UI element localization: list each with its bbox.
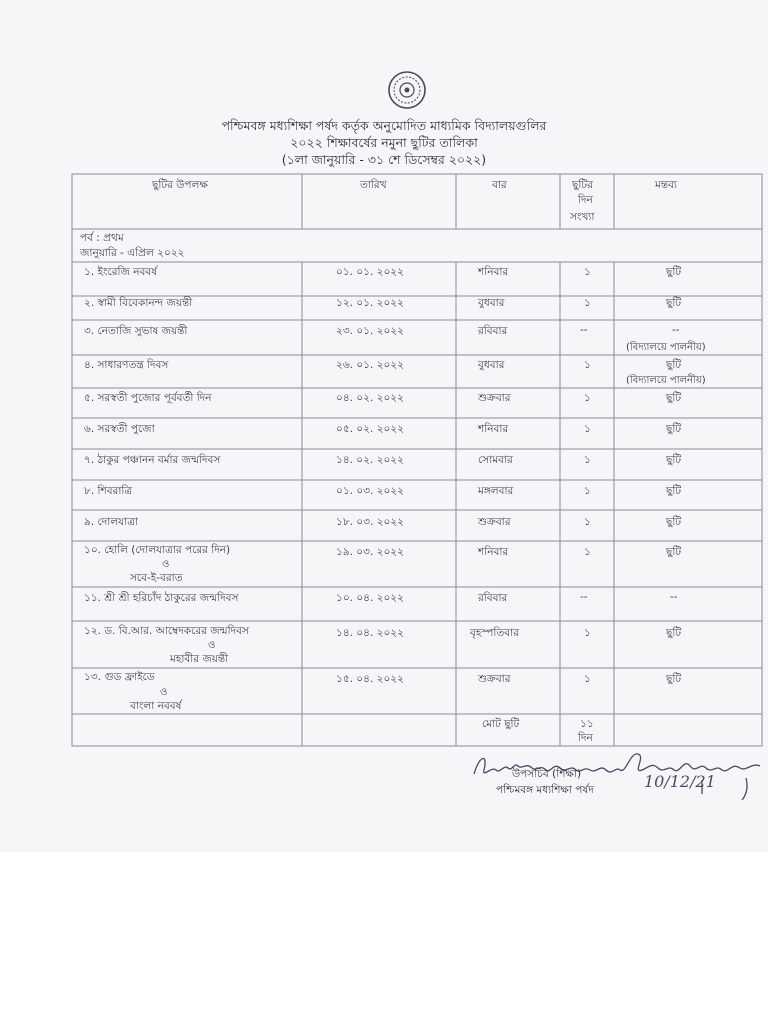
- col-header-occasion: ছুটির উপলক্ষ: [152, 179, 208, 191]
- total-value: ১১: [580, 718, 594, 730]
- table-row-occasion: ২. স্বামী বিবেকানন্দ জয়ন্তী: [84, 297, 193, 309]
- table-row-remark: ছুটি: [666, 546, 682, 558]
- table-row-remark: ছুটি: [666, 297, 682, 309]
- table-row-occasion-line2: সবে-ই-বরাত: [130, 572, 183, 584]
- table-row-day: রবিবার: [478, 592, 508, 604]
- section-phase: পর্ব : প্রথম: [80, 232, 124, 244]
- table-row-date: ১২. ০১. ২০২২: [336, 297, 404, 309]
- table-row-date: ০১. ০১. ২০২২: [336, 266, 404, 278]
- table-row-remark: ছুটি: [666, 423, 682, 435]
- total-unit: দিন: [578, 732, 593, 744]
- col-header-date: তারিখ: [360, 179, 387, 191]
- table-row-remark: ছুটি: [666, 454, 682, 466]
- table-row-remark: --: [672, 324, 680, 336]
- table-row-count: ১: [584, 266, 591, 278]
- table-row-date: ১৪. ০৪. ২০২২: [336, 627, 404, 639]
- table-row-occasion-line2: বাংলা নববর্ষ: [130, 700, 182, 712]
- table-row-occasion: ৯. দোলযাত্রা: [84, 516, 138, 528]
- table-row-day: বৃহস্পতিবার: [470, 627, 519, 639]
- table-row-day: শুক্রবার: [478, 673, 511, 685]
- table-row-day: বুধবার: [478, 359, 505, 371]
- table-row-day: রবিবার: [478, 325, 508, 337]
- table-row-remark: ছুটি: [666, 392, 682, 404]
- table-row-occasion-and: ও: [160, 687, 168, 698]
- col-header-days-line2: দিন: [578, 194, 593, 206]
- table-row-count: ১: [584, 423, 591, 435]
- table-row-occasion: ৬. সরস্বতী পুজো: [84, 423, 155, 435]
- col-header-day: বার: [492, 179, 507, 191]
- signatory-title: উপসচিব (শিক্ষা): [512, 768, 582, 780]
- table-row-count: ১: [584, 485, 591, 497]
- table-row-count: ১: [584, 454, 591, 466]
- table-row-day: শনিবার: [478, 423, 509, 435]
- table-row-count: ১: [584, 516, 591, 528]
- table-row-date: ১৯. ০৩. ২০২২: [336, 546, 404, 558]
- table-row-count: ১: [584, 546, 591, 558]
- table-row-count: ১: [584, 627, 591, 639]
- table-row-remark: ছুটি: [666, 266, 682, 278]
- table-row-occasion: ১২. ড. বি.আর. আম্বেদকরের জন্মদিবস: [84, 625, 249, 637]
- signature-date: 10/12/21: [644, 772, 716, 791]
- table-row-remark: ছুটি: [666, 627, 682, 639]
- table-row-occasion-line2: মহাবীর জয়ন্তী: [170, 653, 229, 665]
- table-row-date: ২৬. ০১. ২০২২: [336, 359, 404, 371]
- table-row-occasion: ১. ইংরেজি নববর্ষ: [84, 266, 157, 278]
- total-label: মোট ছুটি: [482, 718, 520, 730]
- table-row-count: --: [580, 324, 588, 336]
- table-row-remark: ছুটি: [666, 359, 682, 371]
- table-row-count: ১: [584, 297, 591, 309]
- table-row-occasion: ৩. নেতাজি সুভাষ জয়ন্তী: [84, 325, 188, 337]
- table-row-date: ১০. ০৪. ২০২২: [336, 592, 404, 604]
- table-row-occasion: ১০. হোলি (দোলযাত্রার পরের দিন): [84, 544, 231, 556]
- table-row-remark: ছুটি: [666, 516, 682, 528]
- table-row-count: ১: [584, 392, 591, 404]
- table-row-day: বুধবার: [478, 297, 505, 309]
- header-line-3: (১লা জানুয়ারি - ৩১ শে ডিসেম্বর ২০২২): [281, 152, 487, 167]
- table-row-occasion: ৮. শিবরাত্রি: [84, 485, 133, 497]
- header-line-1: পশ্চিমবঙ্গ মধ্যশিক্ষা পর্ষদ কর্তৃক অনুমোদিত মাধ্যমিক বিদ্যালয়গুলির: [221, 118, 547, 133]
- table-row-day: মঙ্গলবার: [478, 485, 514, 497]
- table-row-date: ০৪. ০২. ২০২২: [336, 392, 404, 404]
- table-row-date: ১৮. ০৩. ২০২২: [336, 516, 404, 528]
- section-period: জানুয়ারি - এপ্রিল ২০২২: [80, 247, 185, 259]
- table-row-date: ১৫. ০৪. ২০২২: [336, 673, 404, 685]
- col-header-days-line3: সংখ্যা: [570, 211, 595, 223]
- table-row-day: শনিবার: [478, 266, 509, 278]
- header-line-2: ২০২২ শিক্ষাবর্ষের নমুনা ছুটির তালিকা: [290, 135, 478, 150]
- table-row-day: শুক্রবার: [478, 392, 511, 404]
- page-blank-area: [0, 852, 768, 1024]
- table-row-day: সোমবার: [478, 454, 513, 466]
- table-row-remark-note: (বিদ্যালয়ে পালনীয়): [626, 342, 706, 353]
- table-row-day: শনিবার: [478, 546, 509, 558]
- table-row-remark-note: (বিদ্যালয়ে পালনীয়): [626, 375, 706, 386]
- table-row-date: ০১. ০৩. ২০২২: [336, 485, 404, 497]
- table-row-occasion: ১১. শ্রী শ্রী হরিচাঁদ ঠাকুরের জন্মদিবস: [84, 592, 239, 604]
- table-row-remark: ছুটি: [666, 673, 682, 685]
- table-row-date: ০৫. ০২. ২০২২: [336, 423, 404, 435]
- table-row-remark: ছুটি: [666, 485, 682, 497]
- table-row-occasion: ৪. সাধারণতন্ত্র দিবস: [84, 359, 169, 371]
- table-row-occasion: ১৩. গুড ফ্রাইডে: [84, 671, 155, 683]
- table-row-count: ১: [584, 673, 591, 685]
- table-row-day: শুক্রবার: [478, 516, 511, 528]
- table-row-date: ১৪. ০২. ২০২২: [336, 454, 404, 466]
- table-row-count: --: [580, 591, 588, 603]
- table-row-occasion-and: ও: [162, 559, 170, 570]
- col-header-days-line1: ছুটির: [572, 179, 593, 191]
- table-row-occasion-and: ও: [208, 640, 216, 651]
- table-row-occasion: ৫. সরস্বতী পুজোর পূর্ববর্তী দিন: [84, 392, 212, 404]
- table-row-remark: --: [670, 591, 678, 603]
- col-header-remarks: মন্তব্য: [655, 179, 677, 191]
- table-row-occasion: ৭. ঠাকুর পঞ্চানন বর্মার জন্মদিবস: [84, 454, 221, 466]
- table-row-count: ১: [584, 359, 591, 371]
- signatory-organisation: পশ্চিমবঙ্গ মধ্যশিক্ষা পর্ষদ: [496, 784, 594, 796]
- table-row-date: ২৩. ০১. ২০২২: [336, 325, 404, 337]
